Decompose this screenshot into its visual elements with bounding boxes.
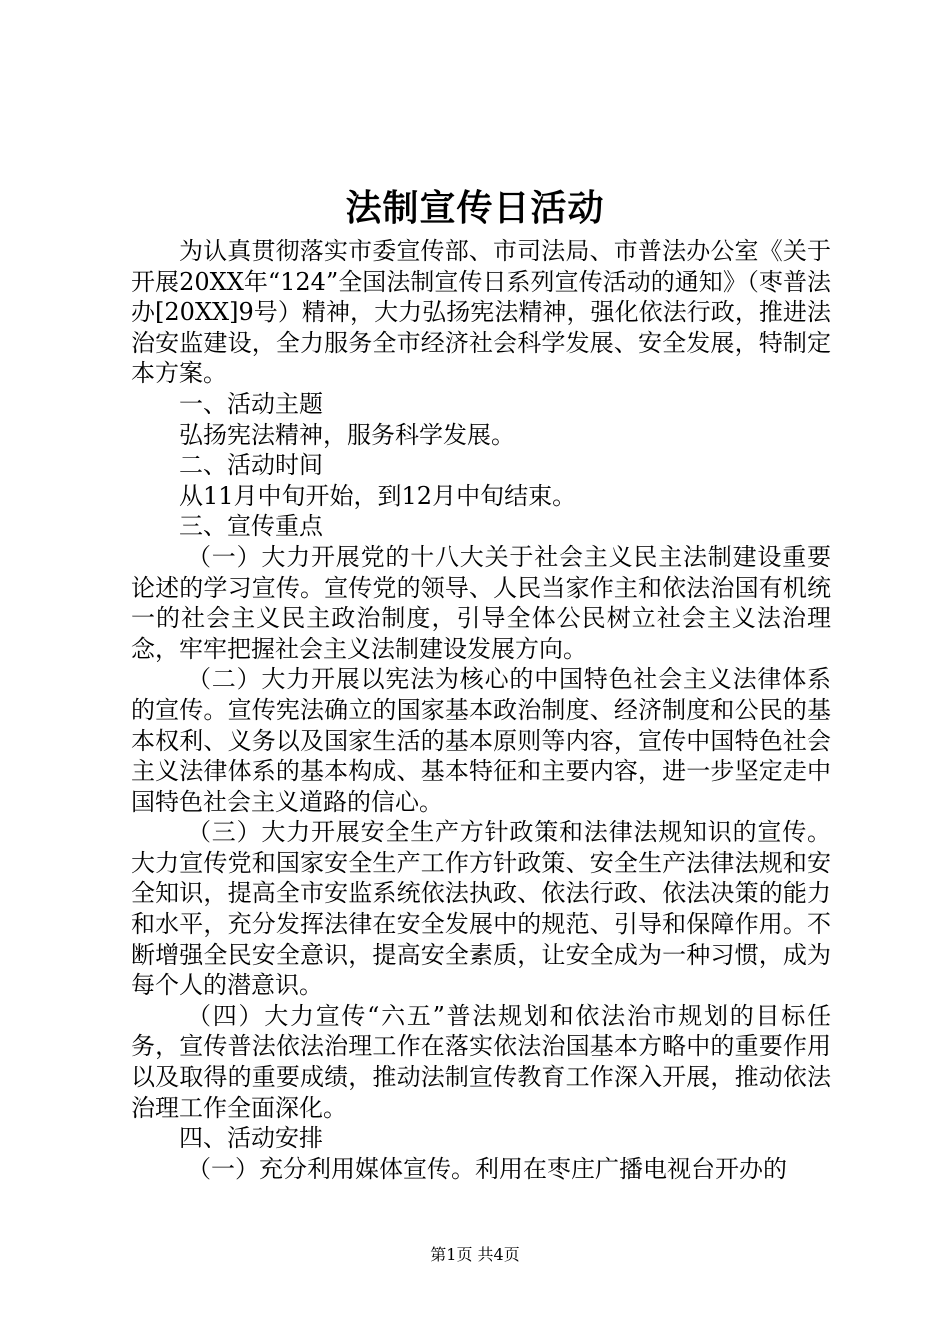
time-paragraph: 从11月中旬开始，到12月中旬结束。: [179, 481, 577, 510]
intro-paragraph: 为认真贯彻落实市委宣传部、市司法局、市普法办公室《关于开展20XX年“124”全国法制宣传日系列宣传活动的通知》（枣普法办[20XX]9号）精神，大力弘扬宪法精神，强化依法行政，推进法治安监建设，全力服务全市经济社会科学发展、安全发展，特制定本方案。: [131, 237, 831, 388]
section-heading-arrangement: 四、活动安排: [179, 1124, 323, 1153]
theme-paragraph: 弘扬宪法精神，服务科学发展。: [179, 420, 515, 449]
focus-item-1: （一）大力开展党的十八大关于社会主义民主法制建设重要论述的学习宣传。宣传党的领导、人民当家作主和依法治国有机统一的社会主义民主政治制度，引导全体公民树立社会主义法治理念，牢牢把握社会主义法制建设发展方向。: [131, 542, 831, 663]
focus-item-4: （四）大力宣传“六五”普法规划和依法治市规划的目标任务，宣传普法依法治理工作在落实依法治国基本方略中的重要作用以及取得的重要成绩，推动法制宣传教育工作深入开展，推动依法治理工作全面深化。: [131, 1001, 831, 1122]
section-heading-theme: 一、活动主题: [179, 389, 323, 418]
focus-item-2: （二）大力开展以宪法为核心的中国特色社会主义法律体系的宣传。宣传宪法确立的国家基本政治制度、经济制度和公民的基本权利、义务以及国家生活的基本原则等内容，宣传中国特色社会主义法律体系的基本构成、基本特征和主要内容，进一步坚定走中国特色社会主义道路的信心。: [131, 665, 831, 816]
arrangement-item-1: （一）充分利用媒体宣传。利用在枣庄广播电视台开办的: [187, 1154, 787, 1183]
document-title: 法制宣传日活动: [345, 187, 605, 229]
focus-item-3: （三）大力开展安全生产方针政策和法律法规知识的宣传。大力宣传党和国家安全生产工作方针政策、安全生产法律法规和安全知识，提高全市安监系统依法执政、依法行政、依法决策的能力和水平，充分发挥法律在安全发展中的规范、引导和保障作用。不断增强全民安全意识，提高安全素质，让安全成为一种习惯，成为每个人的潜意识。: [131, 818, 831, 1000]
document-body: [131, 236, 831, 1184]
page-number: 第1页 共4页: [430, 1245, 520, 1264]
section-heading-time: 二、活动时间: [179, 451, 323, 480]
section-heading-focus: 三、宣传重点: [179, 512, 323, 541]
